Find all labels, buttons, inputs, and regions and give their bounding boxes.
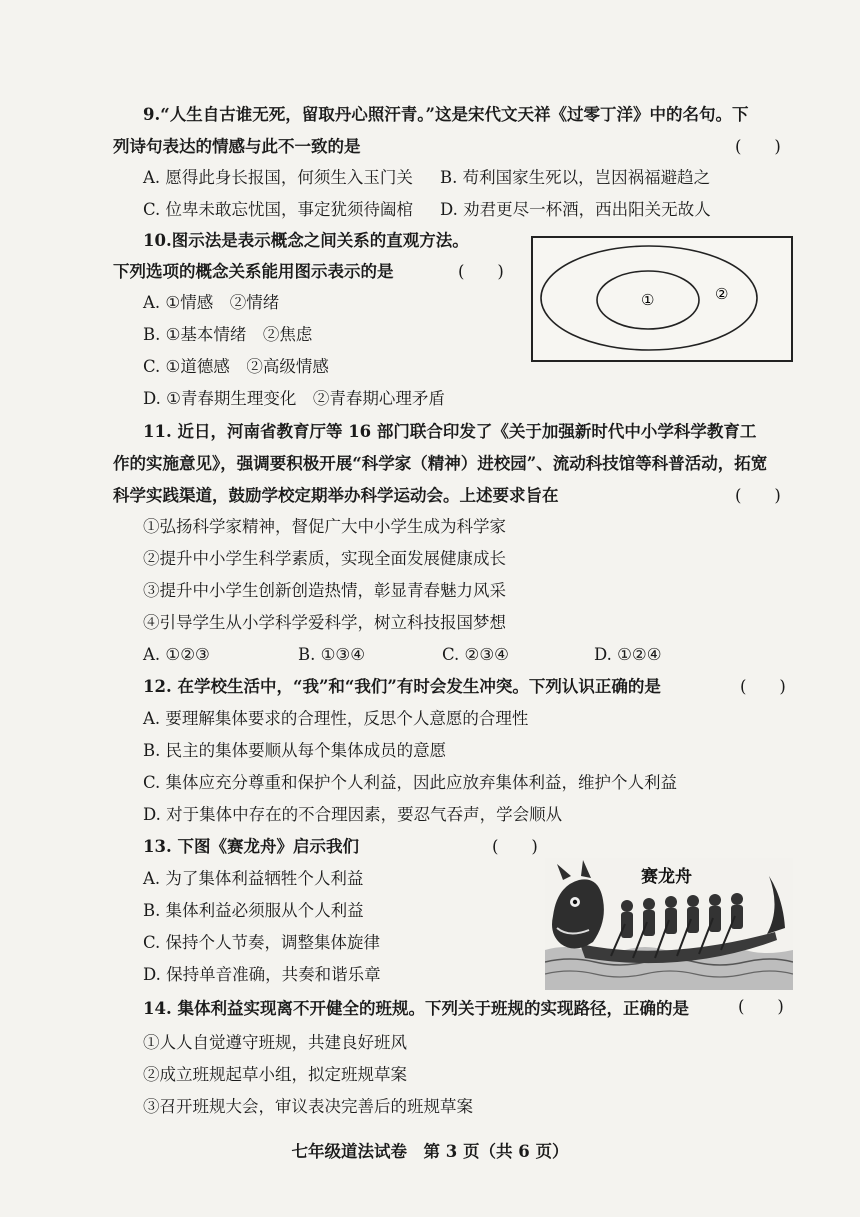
outer-ellipse-label: ②: [715, 285, 729, 303]
dragon-boat-image: [545, 858, 793, 990]
q11-option-a: A. ①②③: [143, 645, 210, 664]
q14-stem-line1: 14. 集体利益实现离不开健全的班规。下列关于班规的实现路径，正确的是: [143, 999, 689, 1018]
q12-stem-line1: 12. 在学校生活中，“我”和“我们”有时会发生冲突。下列认识正确的是: [143, 677, 661, 696]
q13-stem-line1: 13. 下图《赛龙舟》启示我们: [143, 837, 359, 856]
q13-option-c: C. 保持个人节奏，调整集体旋律: [143, 933, 381, 952]
q11-statement-3: ③提升中小学生创新创造热情，彰显青春魅力风采: [143, 581, 506, 600]
concept-diagram: [531, 236, 793, 362]
q10-stem-line2: 下列选项的概念关系能用图示表示的是: [113, 262, 394, 281]
q14-statement-1: ①人人自觉遵守班规，共建良好班风: [143, 1033, 407, 1052]
q11-stem-line1: 11. 近日，河南省教育厅等 16 部门联合印发了《关于加强新时代中小学科学教育工: [143, 422, 757, 441]
dragon-boat-illustration: [545, 858, 793, 990]
q9-option-d: D. 劝君更尽一杯酒，西出阳关无故人: [440, 200, 711, 219]
q12-option-b: B. 民主的集体要顺从每个集体成员的意愿: [143, 741, 447, 760]
q12-option-c: C. 集体应充分尊重和保护个人利益，因此应放弃集体利益，维护个人利益: [143, 773, 678, 792]
q10-option-c: C. ①道德感 ②高级情感: [143, 357, 329, 376]
q11-statement-2: ②提升中小学生科学素质，实现全面发展健康成长: [143, 549, 506, 568]
q13-option-b: B. 集体利益必须服从个人利益: [143, 901, 364, 920]
q14-answer-bracket: ( ): [738, 997, 784, 1016]
q10-option-b: B. ①基本情绪 ②焦虑: [143, 325, 313, 344]
q11-option-c: C. ②③④: [442, 645, 509, 664]
q10-stem-line1: 10.图示法是表示概念之间关系的直观方法。: [143, 231, 469, 250]
q11-answer-bracket: ( ): [735, 486, 781, 505]
q13-answer-bracket: ( ): [492, 837, 538, 856]
q12-option-d: D. 对于集体中存在的不合理因素，要忍气吞声，学会顺从: [143, 805, 563, 824]
q11-option-d: D. ①②④: [594, 645, 662, 664]
q11-statement-4: ④引导学生从小学科学爱科学，树立科技报国梦想: [143, 613, 506, 632]
q10-option-a: A. ①情感 ②情绪: [143, 293, 280, 312]
q13-option-d: D. 保持单音准确，共奏和谐乐章: [143, 965, 381, 984]
q14-statement-3: ③召开班规大会，审议表决完善后的班规草案: [143, 1097, 473, 1116]
inner-ellipse-label: ①: [641, 291, 655, 309]
q11-statement-1: ①弘扬科学家精神，督促广大中小学生成为科学家: [143, 517, 506, 536]
page-footer: 七年级道法试卷 第 3 页（共 6 页）: [291, 1142, 569, 1161]
q9-stem-line1: 9.“人生自古谁无死，留取丹心照汗青。”这是宋代文天祥《过零丁洋》中的名句。下: [143, 105, 749, 124]
nested-ellipses-diagram: [533, 238, 791, 360]
q9-option-a: A. 愿得此身长报国，何须生入玉门关: [143, 168, 413, 187]
q11-stem-line2: 作的实施意见》，强调要积极开展“科学家（精神）进校园”、流动科技馆等科普活动，拓宽: [113, 454, 768, 473]
q14-statement-2: ②成立班规起草小组，拟定班规草案: [143, 1065, 407, 1084]
q13-option-a: A. 为了集体利益牺牲个人利益: [143, 869, 364, 888]
q9-stem-line2: 列诗句表达的情感与此不一致的是: [113, 137, 361, 156]
q10-answer-bracket: ( ): [458, 262, 504, 281]
dragon-boat-title: 赛龙舟: [641, 867, 692, 887]
q10-option-d: D. ①青春期生理变化 ②青春期心理矛盾: [143, 389, 445, 408]
q11-option-b: B. ①③④: [298, 645, 365, 664]
q9-answer-bracket: ( ): [735, 137, 781, 156]
q11-stem-line3: 科学实践渠道，鼓励学校定期举办科学运动会。上述要求旨在: [113, 486, 559, 505]
q9-option-c: C. 位卑未敢忘忧国，事定犹须待阖棺: [143, 200, 414, 219]
q12-answer-bracket: ( ): [740, 677, 786, 696]
q9-option-b: B. 苟利国家生死以，岂因祸福避趋之: [440, 168, 711, 187]
q12-option-a: A. 要理解集体要求的合理性，反思个人意愿的合理性: [143, 709, 529, 728]
